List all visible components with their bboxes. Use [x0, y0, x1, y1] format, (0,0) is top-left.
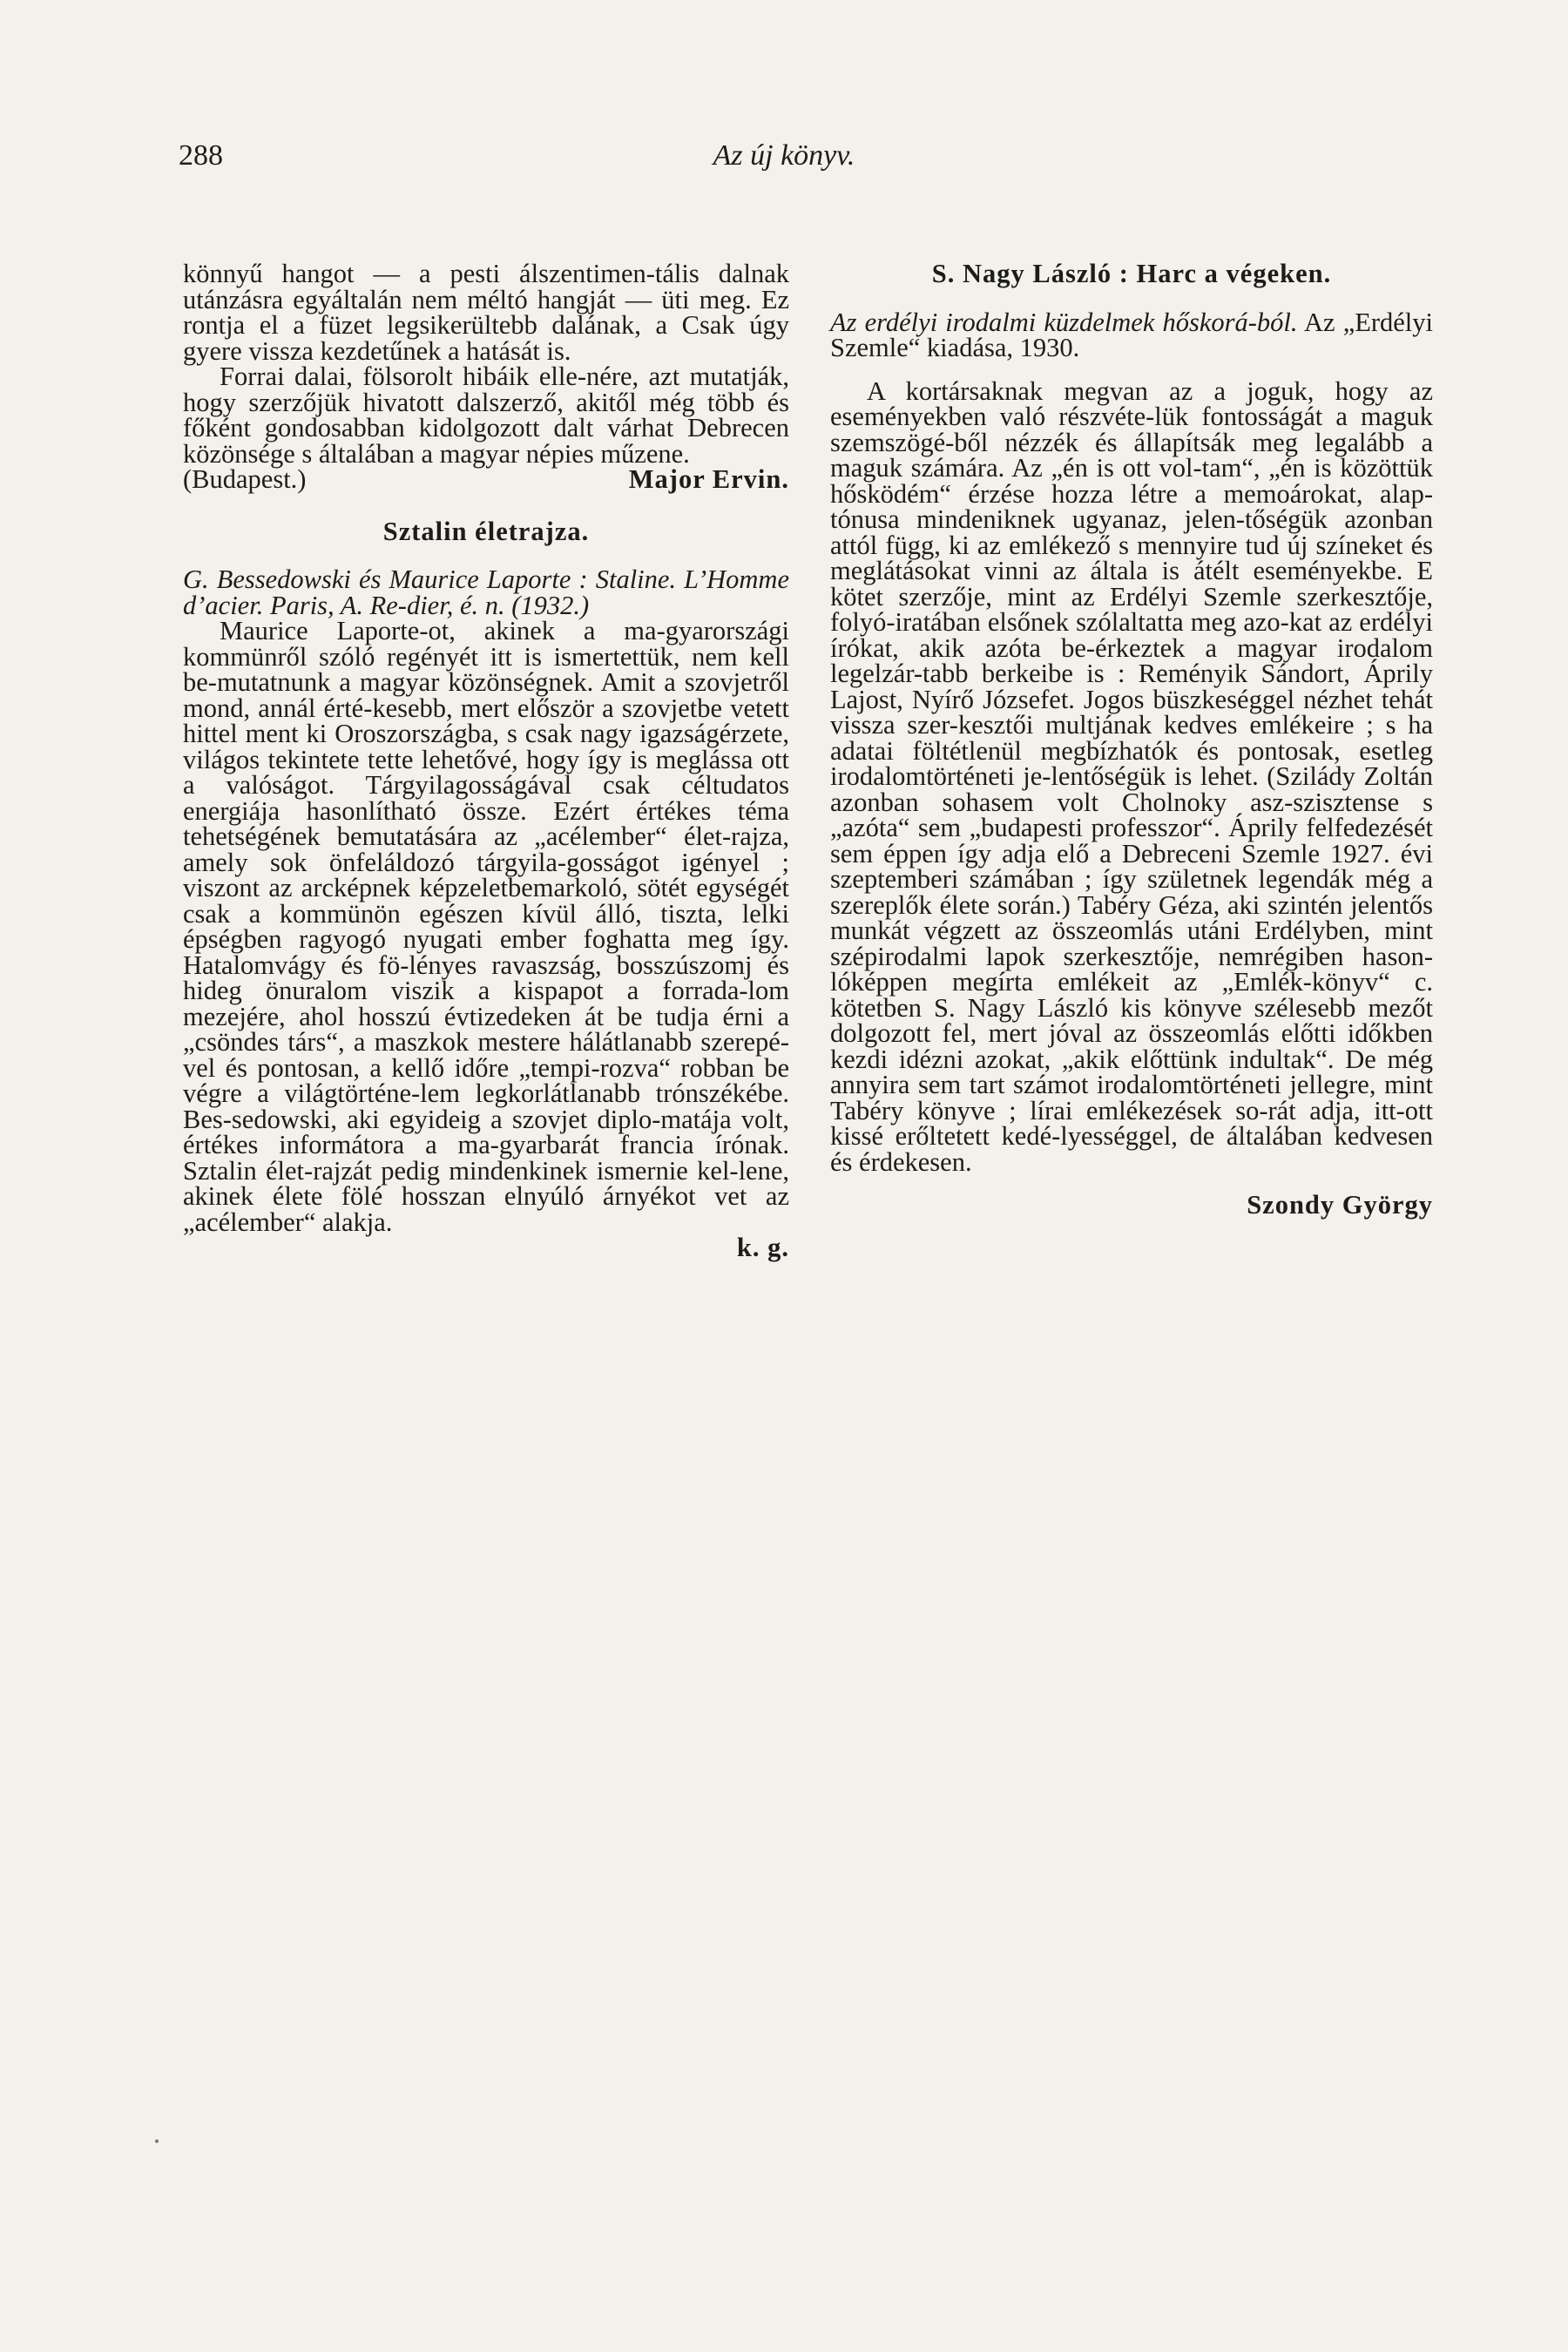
review3-body: A kortársaknak megvan az a joguk, hogy az eseményekben való részvéte-lük fontosságát a maguk szemszögé-ből nézzék és állapítsák meg legalább a maguk számára. Az „én is ott vol-tam“, „én is közöttük hősködém“ érzése hozza létre a memoárokat, alap-tónusa mindeniknek ugyanaz, jelen-tőségük azonban attól függ, ki az emlékező s mennyire tud új színeket és meglátásokat vinni az általa is átélt eseményekbe. E kötet szerzője, mint az Erdélyi Szemle szerkesztője, folyó-iratában elsőnek szólaltatta meg azo-kat az erdélyi írókat, akik azóta be-érkeztek a magyar irodalom legelzár-tabb berkeibe is : Reményik Sándort, Áprily Lajost, Nyírő Józsefet. Jogos büszkeséggel nézhet tehát vissza szer-kesztői multjának kedves emlékeire ; s ha adatai föltétlenül megbízhatók és pontosak, esetleg irodalomtörténeti je-lentőségük is lehet. (Szilády Zoltán azonban sohasem volt Cholnoky asz-szisztense s „azóta“ sem „budapesti professzor“. Áprily felfedezését sem éppen így adja elő a Debreceni Szemle 1927. évi szeptemberi számában ; így születnek legendák még a szereplők élete során.) Tabéry Géza, aki szintén jelentős munkát végzett az összeomlás utáni Erdélyben, mint szépirodalmi lapok szerkesztője, nemrégiben hason-lóképpen megírta emlékeit az „Emlék-könyv“ c. kötetben S. Nagy László kis könyve szélesebb mezőt dolgozott fel, mert jóval az összeomlás előtti időkben kezdi idézni azokat, „akik előttünk indultak“. De még annyira sem tart számot irodalomtörténeti jellegre, mint Tabéry könyve ; lírai emlékezések so-rát adja, itt-ott kissé erőltetett kedé-lyességgel, de általában kedvesen és érdekesen. — [830, 375, 1433, 1177]
running-head — [179, 139, 1389, 183]
left-column — [183, 261, 789, 1261]
review2-body: Maurice Laporte-ot, akinek a ma-gyarországi kommünről szóló regényét itt is ismertettük, nem kell be-mutatnunk a magyar közönségnek. Amit a szovjetről mond, annál érté-kesebb, mert először a szovjetbe vetett hittel ment ki Oroszországba, s csak nagy igazságérzete, világos tekintete tette lehetővé, hogy így is meglássa ott a valóságot. Tárgyilagosságával csak céltudatos energiája hasonlítható össze. Ezért értékes téma tehetségének bemutatására az „acélember“ élet-rajza, amely sok önfeláldozó tárgyila-gosságot igényel ; viszont az arcképnek képzeletbemarkoló, sötét egységét csak a kommünön egészen kívül álló, tiszta, lelki épségben ragyogó nyugati ember foghatta meg így. Hatalomvágy és fö-lényes ravaszság, bosszúszomj és hideg önuralom viszik a kispapot a forrada-lom mezejére, ahol hosszú évtizedeken át be tudja érni a „csöndes társ“, a maszkok mestere hálátlanabb szerepé-vel és pontosan, a kellő időre „tempi-rozva“ robban be végre a világtörténe-lem legkorlátlanabb trónszékébe. Bes-sedowski, aki egyideig a szovjet diplo-matája volt, értékes informátora a ma-gyarbarát francia írónak. Sztalin élet-rajzát pedig mindenkinek ismernie kel-lene, akinek élete fölé hosszan elnyúló árnyékot vet az „acélember“ alakja. — [183, 616, 789, 1237]
review1-place: (Budapest.) — [183, 464, 307, 494]
review3-title: S. Nagy László : Harc a végeken. — [931, 259, 1332, 288]
review1-signature: Major Ervin. — [628, 464, 789, 494]
review2-title: Sztalin életrajza. — [382, 516, 590, 546]
page-number: 288 — [179, 139, 223, 172]
right-column — [830, 261, 1433, 1219]
review1-dateline — [183, 464, 789, 494]
review3-signature: Szondy György — [1247, 1190, 1433, 1220]
review3-publisher: Az „Erdélyi Szemle“ kiadása, 1930. — [830, 307, 1433, 362]
journal-title: Az új könyv. — [713, 139, 855, 172]
review1-ending-paragraph: könnyű hangot — a pesti álszentimen-tális dalnak utánzásra egyáltalán nem méltó hangját — üti meg. Ez rontja el a füzet legsikerültebb dalának, a Csak úgy gyere vissza kezdetűnek a hatását is. — [183, 259, 789, 366]
review2-signature: k. g. — [736, 1233, 789, 1262]
paper-speck — [155, 2139, 159, 2143]
review1-paragraph: Forrai dalai, fölsorolt hibáik elle-nére, azt mutatják, hogy szerzőjük hivatott dalszerző, akitől még több és főként gondosabban kidolgozott dalt várhat Debrecen közönsége s általában a magyar népies műzene. — [183, 362, 789, 469]
review3-subtitle: Az erdélyi irodalmi küzdelmek hőskorá-ból. — [830, 307, 1298, 337]
review3-bibliography — [830, 307, 1433, 362]
review2-bibliography: G. Bessedowski és Maurice Laporte : Staline. L’Homme d’acier. Paris, A. Re-dier, é. n. (1932.) — [183, 564, 789, 620]
